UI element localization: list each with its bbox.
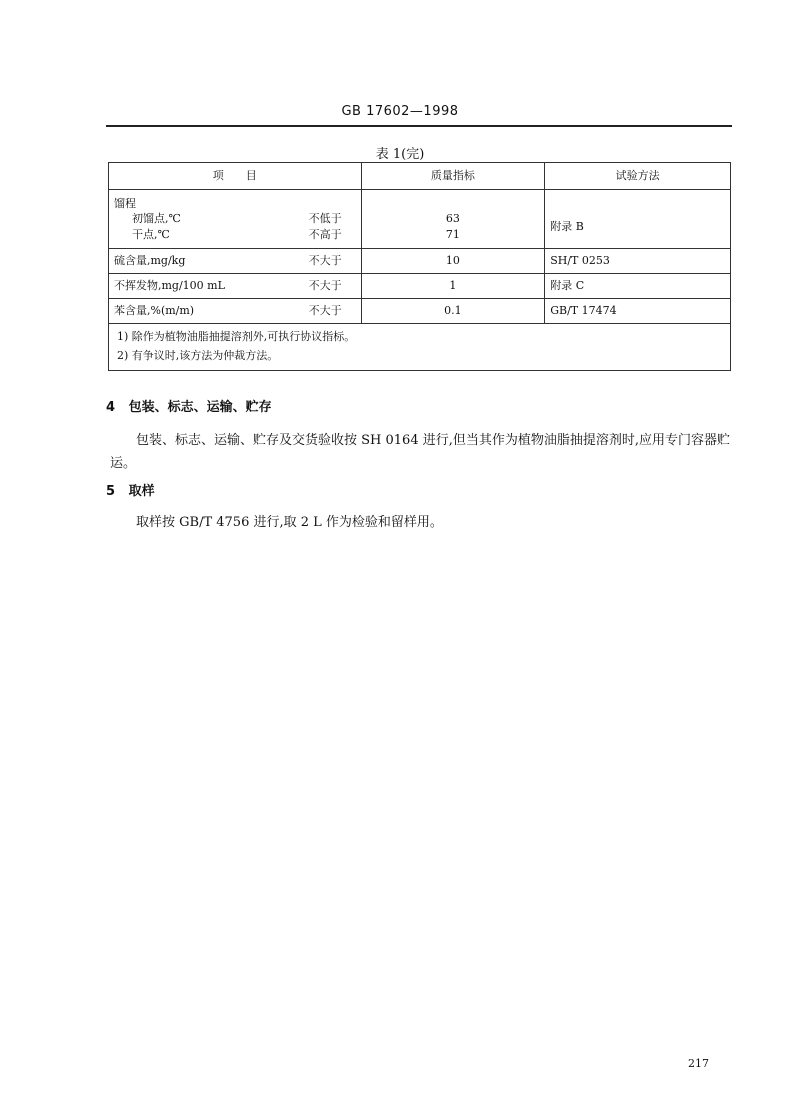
value-cell: 0.1	[361, 299, 545, 324]
limit-label: 不大于	[308, 254, 342, 268]
col-header-method: 试验方法	[545, 163, 731, 190]
distillation-item-cell	[109, 190, 362, 249]
distillation-sub-row	[114, 211, 356, 226]
table-row	[109, 249, 731, 274]
standard-code-header: GB 17602—1998	[341, 104, 459, 119]
value-text: 63	[445, 212, 460, 226]
table-row-distillation	[109, 190, 731, 249]
distillation-method-cell	[545, 190, 731, 249]
section-4-heading	[106, 396, 272, 415]
item-cell	[109, 249, 362, 274]
method-cell: SH/T 0253	[545, 249, 731, 274]
note-item: 1) 除作为植物油脂抽提溶剂外,可执行协议指标。	[117, 330, 356, 344]
table-notes	[109, 324, 731, 370]
section-4-body: 包装、标志、运输、贮存及交货验收按 SH 0164 进行,但当其作为植物油脂抽提溶剂时,应用专门容器贮运。	[110, 433, 730, 471]
section-number: 4	[106, 400, 116, 415]
method-cell: GB/T 17474	[545, 299, 731, 324]
col-header-spec: 质量指标	[361, 163, 545, 190]
section-title: 包装、标志、运输、贮存	[128, 400, 272, 415]
limit-label: 不低于	[308, 212, 342, 226]
distillation-title: 馏程	[114, 197, 136, 210]
value-cell: 1	[361, 274, 545, 299]
page-number: 217	[688, 1057, 709, 1070]
item-label: 不挥发物,mg/100 mL	[114, 279, 225, 293]
section-5-body: 取样按 GB/T 4756 进行,取 2 L 作为检验和留样用。	[136, 515, 443, 530]
method-cell: 附录 C	[545, 274, 731, 299]
col-header-item: 项 目	[109, 163, 362, 190]
value-text: 71	[445, 227, 460, 241]
section-title: 取样	[128, 484, 155, 499]
distillation-value-cell	[361, 190, 545, 249]
method-text: 附录 B	[550, 220, 584, 234]
spec-table	[108, 162, 731, 371]
section-number: 5	[106, 484, 116, 499]
item-label: 干点,℃	[132, 227, 170, 241]
section-5-heading	[106, 480, 155, 499]
item-label: 苯含量,%(m/m)	[114, 304, 195, 318]
table-caption: 表 1(完)	[375, 147, 425, 162]
table-header-row	[109, 163, 731, 190]
header-rule	[106, 125, 732, 127]
limit-label: 不高于	[308, 227, 342, 241]
item-label: 初馏点,℃	[132, 212, 181, 226]
table-row	[109, 299, 731, 324]
item-label: 硫含量,mg/kg	[114, 254, 186, 268]
item-cell	[109, 299, 362, 324]
table-notes-row	[109, 324, 731, 370]
item-cell	[109, 274, 362, 299]
note-item: 2) 有争议时,该方法为仲裁方法。	[117, 348, 279, 362]
distillation-sub-row	[114, 227, 356, 242]
value-cell: 10	[361, 249, 545, 274]
limit-label: 不大于	[308, 279, 342, 293]
limit-label: 不大于	[308, 304, 342, 318]
table-row	[109, 274, 731, 299]
